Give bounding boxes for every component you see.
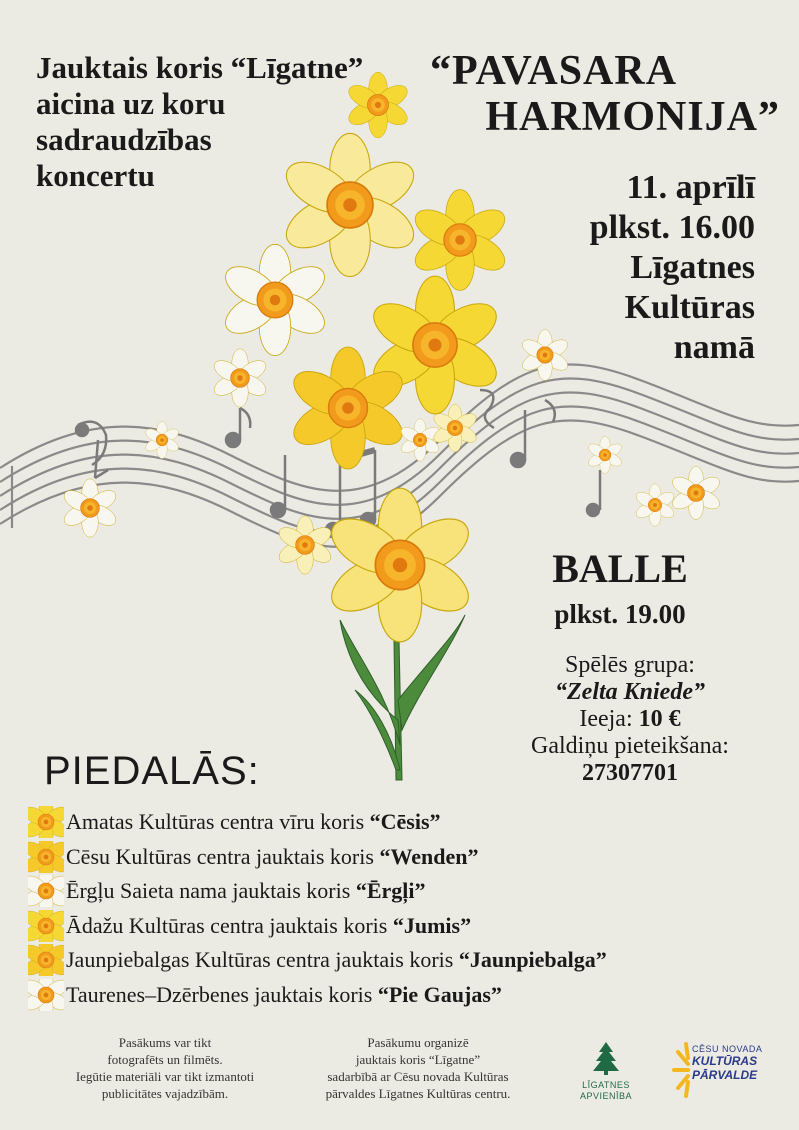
footer-photo-notice: Pasākums var tikt fotografēts un filmēts. Iegūtie materiāli var tikt izmantoti publicitātes vajadzībām. [75,1035,255,1101]
daffodil-small-9 [634,484,677,526]
daffodil-icon [28,875,64,907]
list-item: Cēsu Kultūras centra jauktais koris “Wenden” [28,840,788,875]
balle-info: Spēlēs grupa: “Zelta Kniede” Ieeja: 10 € Galdiņu pieteikšana: 27307701 [531,652,729,786]
daffodil-big-2 [219,244,331,355]
list-item: Amatas Kultūras centra vīru koris “Cēsis” [28,805,788,840]
daffodil-small-10 [669,467,722,520]
event-title: “PAVASARA HARMONIJA” [430,48,780,140]
ligatnes-apvieniba-logo: LĪGATNES APVIENĪBA [572,1040,640,1102]
event-time: plkst. 16.00 [589,209,755,246]
daffodil-icon [28,910,64,942]
cesu-kulturas-parvalde-logo: CĒSU NOVADA KULTŪRAS PĀRVALDE [670,1040,780,1100]
list-item: Ērgļu Saieta nama jauktais koris “Ērgļi” [28,874,788,909]
event-date: 11. aprīlī [626,169,755,206]
daffodil-icon [28,841,64,873]
participants-heading: PIEDALĀS: [44,749,260,793]
daffodil-small-3 [211,349,270,407]
daffodil-icon [28,944,64,976]
booking-phone: 27307701 [582,760,678,786]
list-item: Taurenes–Dzērbenes jauktais koris “Pie Gaujas” [28,978,788,1013]
balle-time: plkst. 19.00 [554,599,686,629]
daffodil-small-4 [276,516,335,574]
daffodil-icon [28,806,64,838]
list-item: Ādažu Kultūras centra jauktais koris “Jumis” [28,909,788,944]
participants-list [28,805,788,1012]
balle-heading: BALLE [552,546,688,591]
list-item: Jaunpiebalgas Kultūras centra jauktais koris “Jaunpiebalga” [28,943,788,978]
daffodil-icon [28,979,64,1011]
daffodil-small-1 [61,479,120,537]
daffodil-big-6 [323,488,478,642]
intro-text: Jauktais koris “Līgatne” aicina uz koru sadraudzības koncertu [36,50,364,193]
event-details: 11. aprīlī plkst. 16.00 Līgatnes Kultūras namā [495,168,755,368]
footer-organizer: Pasākumu organizē jauktais koris “Līgatne” sadarbībā ar Cēsu novada Kultūras pārvaldes Līgatnes Kultūras centru. [325,1035,511,1101]
daffodil-small-2 [143,421,180,458]
pine-tree-icon [586,1040,626,1076]
daffodil-small-8 [586,436,623,473]
